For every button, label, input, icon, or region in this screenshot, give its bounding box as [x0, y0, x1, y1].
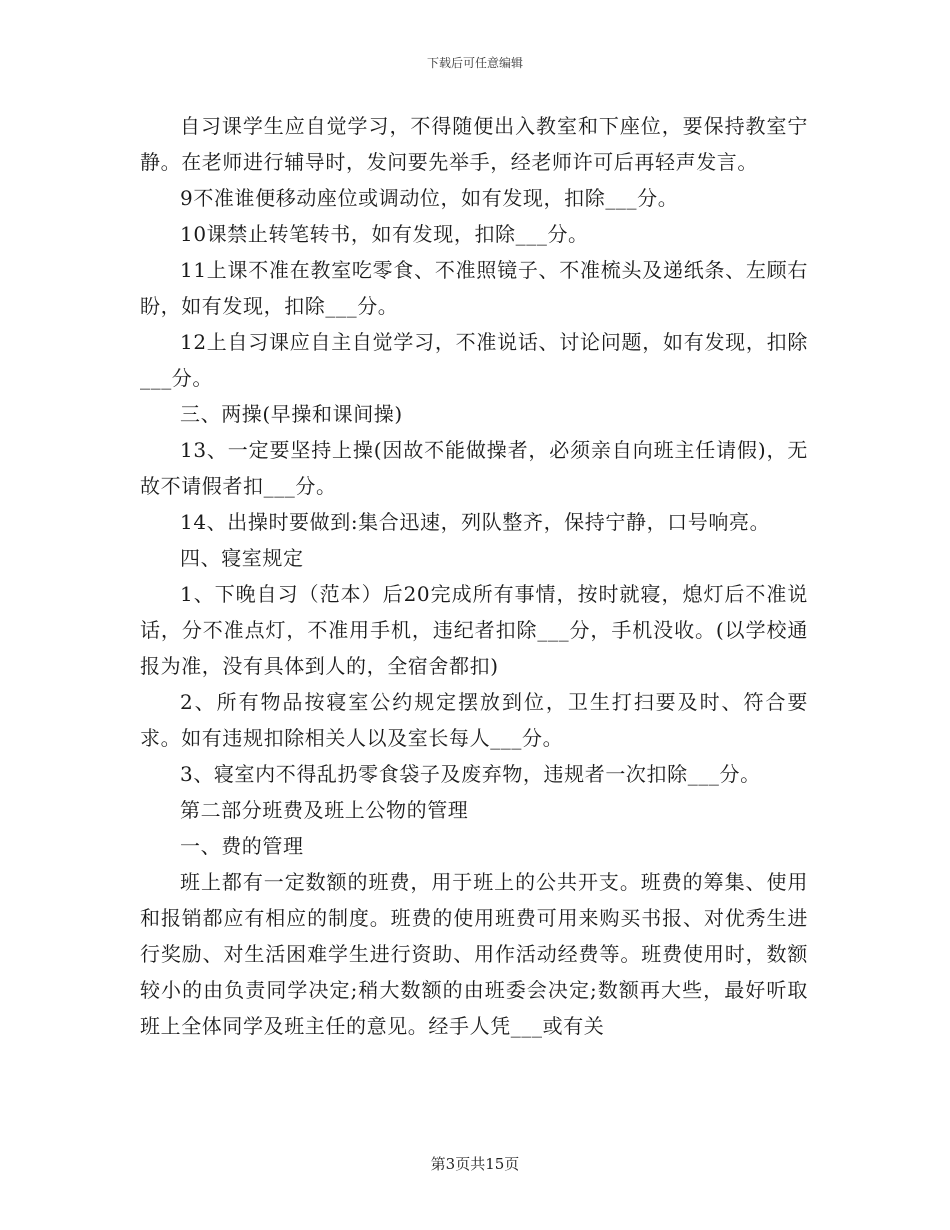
- page-header: 下载后可任意编辑: [426, 56, 523, 70]
- page-footer: 第3页共15页: [430, 1155, 520, 1173]
- dorm-rule-2: 2、所有物品按寝室公约规定摆放到位，卫生打扫要及时、符合要求。如有违规扣除相关人以及室长每人___分。: [140, 690, 808, 750]
- dorm-rule-3: 3、寝室内不得乱扔零食袋子及废弃物，违规者一次扣除___分。: [180, 762, 761, 786]
- part-two-heading: 第二部分班费及班上公物的管理: [180, 798, 469, 822]
- dorm-rule-1: 1、下晚自习（范本）后20完成所有事情，按时就寝，熄灯后不准说话，分不准点灯，不准用手机，违纪者扣除___分，手机没收。(以学校通报为准，没有具体到人的，全宿舍都扣): [140, 582, 808, 678]
- rule-12: 12上自习课应自主自觉学习，不准说话、讨论问题，如有发现，扣除___分。: [140, 330, 808, 390]
- document-body: [140, 108, 808, 1044]
- rule-13: 13、一定要坚持上操(因故不能做操者，必须亲自向班主任请假)，无故不请假者扣___分。: [140, 438, 808, 498]
- rule-14: 14、出操时要做到:集合迅速，列队整齐，保持宁静，口号响亮。: [180, 510, 771, 534]
- rule-9: 9不准谁便移动座位或调动位，如有发现，扣除___分。: [180, 186, 679, 210]
- rule-10: 10课禁止转笔转书，如有发现，扣除___分。: [180, 222, 589, 246]
- section-heading-dormitory: 四、寝室规定: [180, 546, 304, 570]
- paragraph-self-study: 自习课学生应自觉学习，不得随便出入教室和下座位，要保持教室宁静。在老师进行辅导时，发问要先举手，经老师许可后再轻声发言。: [140, 114, 808, 174]
- section-heading-fees: 一、费的管理: [180, 834, 304, 858]
- rule-11: 11上课不准在教室吃零食、不准照镜子、不准梳头及递纸条、左顾右盼，如有发现，扣除___分。: [140, 258, 808, 318]
- paragraph-class-fees: 班上都有一定数额的班费，用于班上的公共开支。班费的筹集、使用和报销都应有相应的制度。班费的使用班费可用来购买书报、对优秀生进行奖励、对生活困难学生进行资助、用作活动经费等。班费使用时，数额较小的由负责同学决定;稍大数额的由班委会决定;数额再大些，最好听取班上全体同学及班主任的意见。经手人凭___或有关: [140, 870, 808, 1038]
- section-heading-exercises: 三、两操(早操和课间操): [180, 402, 403, 426]
